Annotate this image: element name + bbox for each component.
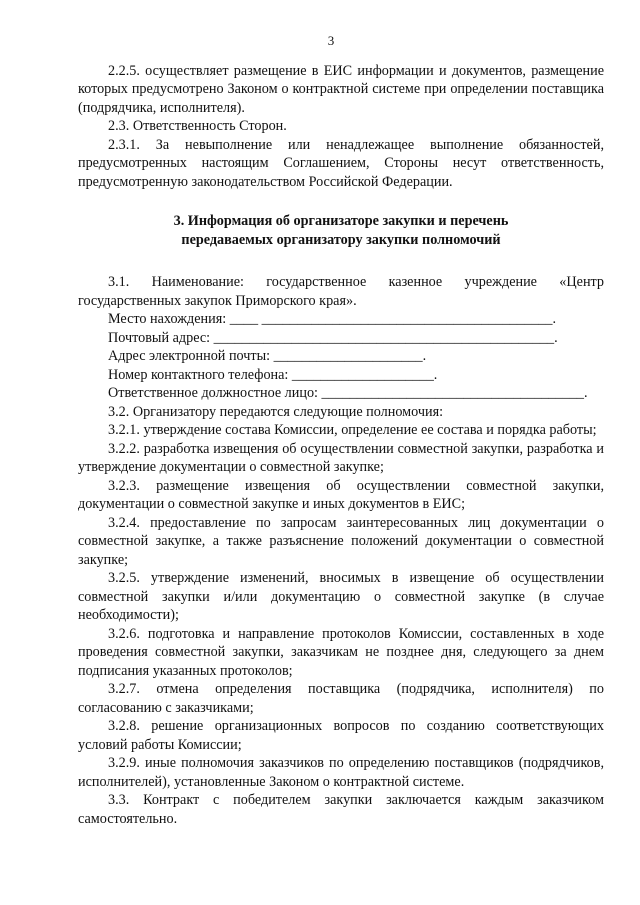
paragraph-2-3-1: 2.3.1. За невыполнение или ненадлежащее выполнение обязанностей, предусмотренных настоящим Соглашением, Стороны несут ответственность, предусмотренную законодательством Российской Федерации. <box>78 136 604 190</box>
section-3-heading <box>78 212 604 250</box>
paragraph-3-2-8: 3.2.8. решение организационных вопросов по созданию соответствующих условий работы Комиссии; <box>78 718 604 753</box>
paragraph-3-3: 3.3. Контракт с победителем закупки заключается каждым заказчиком самостоятельно. <box>78 792 604 827</box>
paragraph-2-3: 2.3. Ответственность Сторон. <box>108 118 287 134</box>
paragraph-3-2-5: 3.2.5. утверждение изменений, вносимых в извещение об осуществлении совместной закупки и/или документацию о совместной закупке (в случае необходимости); <box>78 570 604 623</box>
paragraph-3-2-9: 3.2.9. иные полномочия заказчиков по определению поставщиков (подрядчиков, исполнителей), установленные Законом о контрактной системе. <box>78 755 604 790</box>
paragraph-3-2-7: 3.2.7. отмена определения поставщика (подрядчика, исполнителя) по согласованию с заказчиками; <box>78 681 604 716</box>
field-email: Адрес электронной почты: _____________________. <box>108 348 427 364</box>
field-location: Место нахождения: ____ _________________________________________. <box>108 311 557 327</box>
paragraph-2-2-5: 2.2.5. осуществляет размещение в ЕИС информации и документов, размещение которых предусмотрено Законом о контрактной системе при определении поставщика (подрядчика, исполнителя). <box>78 62 604 116</box>
paragraph-3-2-1: 3.2.1. утверждение состава Комиссии, определение ее состава и порядка работы; <box>108 422 597 438</box>
section-3-heading-line1: 3. Информация об организаторе закупки и перечень <box>173 213 509 229</box>
field-postal-address: Почтовый адрес: ________________________________________________. <box>108 329 558 346</box>
section-3-heading-line2: передаваемых организатору закупки полномочий <box>181 232 501 248</box>
paragraph-3-2-6: 3.2.6. подготовка и направление протоколов Комиссии, составленных в ходе проведения совместной закупки, заказчикам не позднее дня, следующего за днем подписания указанных протоколов; <box>78 625 604 679</box>
paragraph-3-2-2: 3.2.2. разработка извещения об осуществлении совместной закупки, разработка и утверждение документации о совместной закупке; <box>78 440 604 475</box>
field-phone: Номер контактного телефона: ____________________. <box>108 366 438 383</box>
paragraph-3-1: 3.1. Наименование: государственное казенное учреждение «Центр государственных закупок Приморского края». <box>78 274 604 309</box>
page-number: 3 <box>327 33 335 48</box>
paragraph-3-2-4: 3.2.4. предоставление по запросам заинтересованных лиц документации о совместной закупке, а также разъяснение положений документации о совместной закупке; <box>78 514 604 568</box>
field-responsible-person: Ответственное должностное лицо: _____________________________________. <box>108 385 588 401</box>
paragraph-3-2: 3.2. Организатору передаются следующие полномочия: <box>108 403 444 420</box>
paragraph-3-2-3: 3.2.3. размещение извещения об осуществлении совместной закупки, документации о совместной закупке и иных документов в ЕИС; <box>78 477 604 512</box>
